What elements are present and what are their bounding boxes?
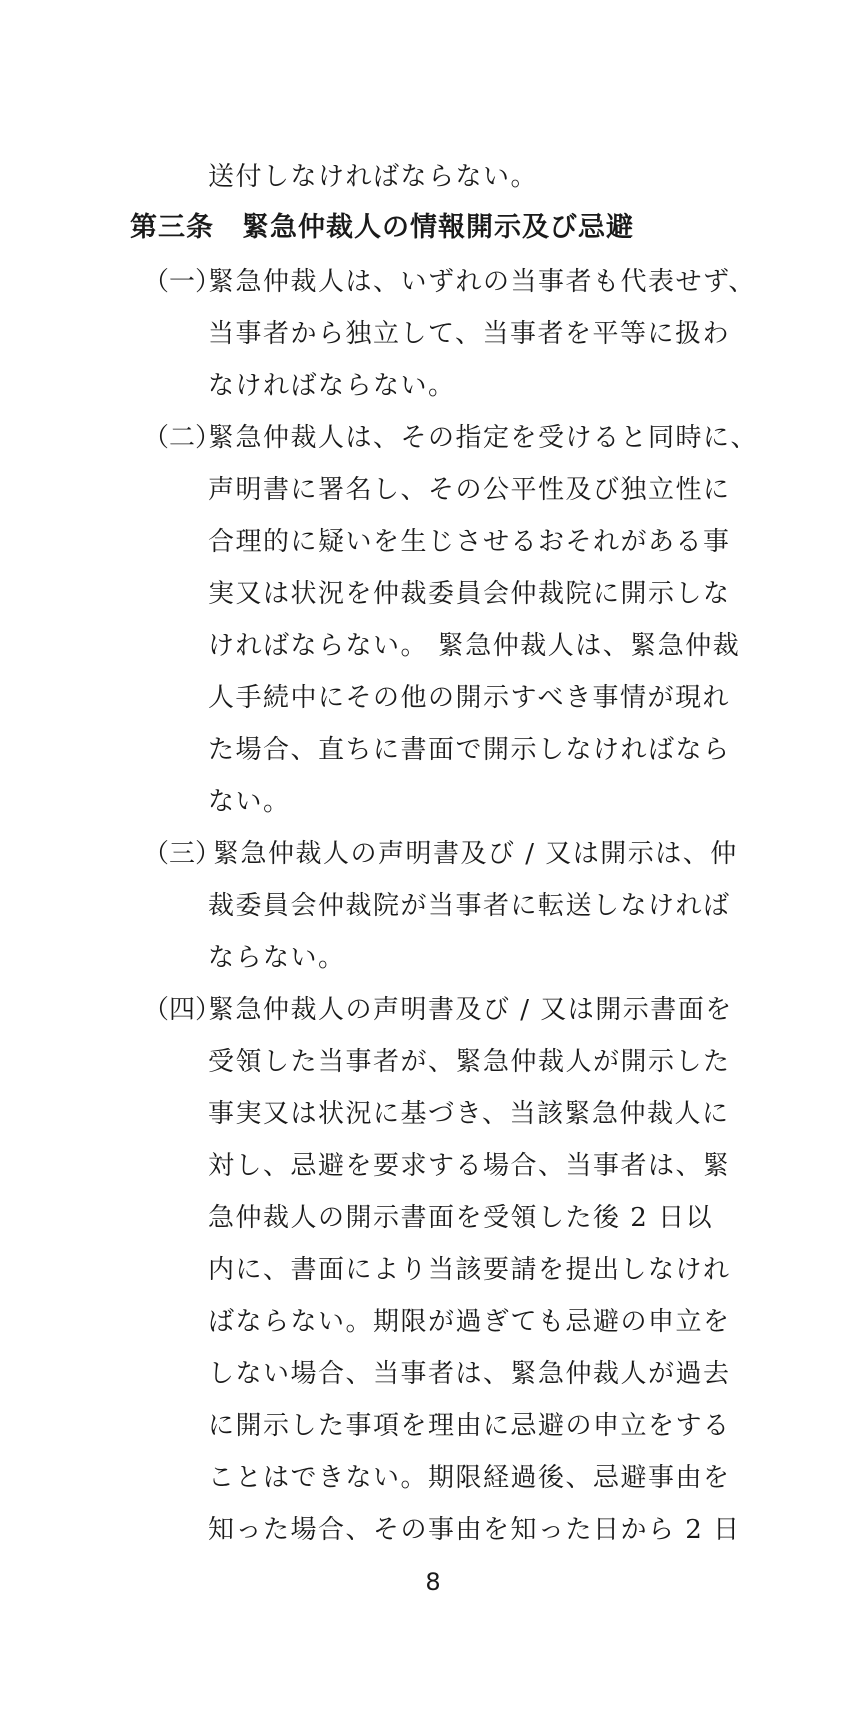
item-line: 実又は状況を仲裁委員会仲裁院に開示しな: [208, 579, 731, 609]
item-line: 緊急仲裁人は、いずれの当事者も代表せず、: [208, 267, 756, 297]
item-number: （三）: [143, 839, 222, 869]
item-number: （四）: [143, 995, 222, 1025]
item-line: ければならない。 緊急仲裁人は、緊急仲裁: [208, 631, 741, 661]
item-line: 当事者から独立して、当事者を平等に扱わ: [208, 319, 730, 349]
carryover-line: 送付しなければならない。: [208, 162, 539, 192]
item-line: 人手続中にその他の開示すべき事情が現れ: [208, 683, 730, 713]
item-line: ならない。: [208, 943, 346, 973]
item-line: 対し、忌避を要求する場合、当事者は、緊: [208, 1151, 731, 1181]
item-line: 急仲裁人の開示書面を受領した後 2 日以: [208, 1203, 714, 1233]
item-line: 緊急仲裁人は、その指定を受けると同時に、: [208, 423, 759, 453]
item-line: 緊急仲裁人の声明書及び / 又は開示書面を: [208, 995, 733, 1025]
item-line: ばならない。期限が過ぎても忌避の申立を: [208, 1307, 731, 1337]
item-number: （二）: [143, 423, 222, 453]
item-line: ない。: [208, 787, 291, 817]
item-line: 知った場合、その事由を知った日から 2 日: [208, 1515, 741, 1545]
item-line: 緊急仲裁人の声明書及び / 又は開示は、仲: [213, 839, 738, 869]
page-number: 8: [425, 1568, 441, 1596]
item-line: しない場合、当事者は、緊急仲裁人が過去: [208, 1359, 731, 1389]
item-line: 事実又は状況に基づき、当該緊急仲裁人に: [208, 1099, 730, 1129]
item-line: 受領した当事者が、緊急仲裁人が開示した: [208, 1047, 731, 1077]
item-line: 合理的に疑いを生じさせるおそれがある事: [208, 527, 731, 557]
item-line: 裁委員会仲裁院が当事者に転送しなければ: [208, 891, 731, 921]
item-line: 声明書に署名し、その公平性及び独立性に: [208, 475, 731, 505]
item-number: （一）: [143, 267, 222, 297]
item-line: ことはできない。期限経過後、忌避事由を: [208, 1463, 731, 1493]
article-heading: 第三条 緊急仲裁人の情報開示及び忌避: [130, 212, 634, 243]
item-line: なければならない。: [208, 371, 456, 401]
item-line: た場合、直ちに書面で開示しなければなら: [208, 735, 731, 765]
item-line: 内に、書面により当該要請を提出しなけれ: [208, 1255, 731, 1285]
item-line: に開示した事項を理由に忌避の申立をする: [208, 1411, 731, 1441]
